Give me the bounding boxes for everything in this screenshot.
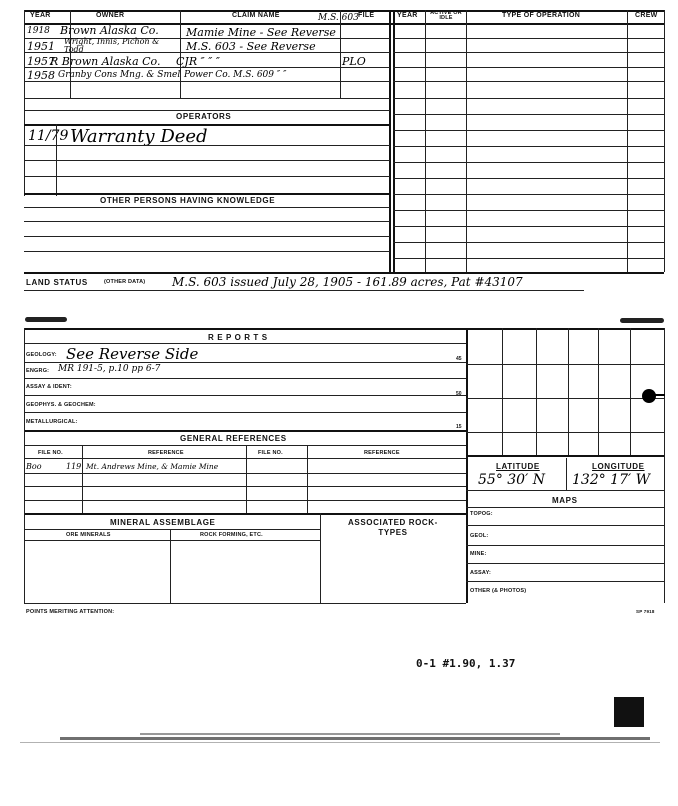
- associated-rock-types-header: ASSOCIATED ROCK-TYPES: [348, 518, 438, 537]
- operators-title: OPERATORS: [176, 112, 232, 121]
- header-claim-name: CLAIM NAME: [232, 12, 280, 19]
- header-year: YEAR: [30, 12, 51, 19]
- ref-reference: Mt. Andrews Mine, & Mamie Mine: [86, 462, 219, 471]
- operator-year: 11/79: [28, 128, 69, 144]
- claim-row-year: 1951: [27, 40, 55, 53]
- header-type-operation: TYPE OF OPERATION: [502, 12, 581, 19]
- claim-row-claim: Mamie Mine - See Reverse: [186, 26, 336, 39]
- claim-row-note: M.S. 603: [318, 13, 359, 23]
- ore-minerals-header: ORE MINERALS: [66, 532, 111, 538]
- scan-noise-band: [140, 733, 560, 735]
- map-label-other: OTHER (& PHOTOS): [470, 588, 527, 594]
- header-owner: OWNER: [96, 12, 125, 19]
- report-value-engrg: MR 191-5, p.10 pp 6-7: [58, 364, 161, 374]
- catalog-stamp: 0-1 #1.90, 1.37: [416, 657, 516, 670]
- land-status-label: LAND STATUS: [26, 278, 88, 287]
- longitude-label: LONGITUDE: [592, 462, 645, 471]
- ref-file-no: Boo: [26, 462, 42, 471]
- map-label-mine: MINE:: [470, 551, 487, 557]
- maps-title: MAPS: [552, 496, 578, 505]
- report-number: 50: [456, 391, 462, 397]
- report-number: 45: [456, 356, 462, 362]
- scan-noise-band: [20, 742, 660, 743]
- operator-text: Warranty Deed: [70, 126, 208, 147]
- ref-header-file-no: FILE NO.: [38, 450, 63, 456]
- ref-header-reference: REFERENCE: [148, 450, 184, 456]
- claim-row-claim: Power Co. M.S. 609 ″ ″: [184, 70, 287, 80]
- points-meriting-attention-label: POINTS MERITING ATTENTION:: [26, 609, 115, 615]
- claim-row-claim: M.S. 603 - See Reverse: [186, 40, 316, 53]
- ref-header-file-no: FILE NO.: [258, 450, 283, 456]
- latitude-label: LATITUDE: [496, 462, 540, 471]
- claim-row-owner: Wright, Innis, Pichon & Todd: [64, 37, 160, 54]
- latitude-value: 55° 30′ N: [478, 472, 545, 488]
- report-label-geology: GEOLOGY:: [26, 352, 57, 358]
- report-label-metallurgical: METALLURGICAL:: [26, 419, 78, 425]
- claim-row-year: 1958: [27, 69, 55, 82]
- report-label-geophys: GEOPHYS. & GEOCHEM:: [26, 402, 96, 408]
- report-label-assay: ASSAY & IDENT:: [26, 384, 72, 390]
- report-label-engrg: ENGRG:: [26, 368, 50, 374]
- registration-block: [614, 697, 644, 727]
- smudge-mark: [25, 317, 67, 322]
- claim-row-owner: Granby Cons Mng. & Smel: [58, 70, 181, 80]
- longitude-value: 132° 17′ W: [572, 472, 651, 488]
- other-persons-title: OTHER PERSONS HAVING KNOWLEDGE: [100, 196, 276, 205]
- scan-noise-band: [60, 737, 650, 740]
- claim-row-year: 1918: [27, 26, 50, 36]
- ref-header-reference: REFERENCE: [364, 450, 400, 456]
- report-number: 15: [456, 424, 462, 430]
- location-marker-tick: [655, 394, 665, 396]
- map-label-assay: ASSAY:: [470, 570, 492, 576]
- rock-forming-header: ROCK FORMING, ETC.: [200, 532, 263, 538]
- land-status-sublabel: (OTHER DATA): [104, 279, 146, 285]
- land-status-value: M.S. 603 issued July 28, 1905 - 161.89 acres, Pat #43107: [172, 275, 523, 289]
- header-active-idle: ACTIVE OR IDLE: [430, 10, 462, 21]
- mineral-assemblage-title: MINERAL ASSEMBLAGE: [110, 518, 216, 527]
- location-marker: [642, 389, 656, 403]
- claim-row-owner: R Brown Alaska Co.: [50, 55, 161, 68]
- ref-file-number: 119: [66, 462, 82, 471]
- header-file: FILE: [358, 12, 375, 19]
- header-crew: CREW: [635, 12, 658, 19]
- map-label-topog: TOPOG:: [470, 511, 493, 517]
- reports-title: R E P O R T S: [208, 333, 268, 342]
- claim-row-file: PLO: [342, 55, 366, 68]
- claim-row-owner: Brown Alaska Co.: [60, 24, 159, 37]
- form-code: SP 7918: [636, 609, 655, 614]
- report-value-geology: See Reverse Side: [66, 345, 199, 363]
- map-label-geol: GEOL:: [470, 533, 489, 539]
- header-activity-year: YEAR: [397, 12, 418, 19]
- general-references-title: GENERAL REFERENCES: [180, 434, 287, 443]
- claim-row-claim: CJR ″ ″ ″: [176, 55, 220, 68]
- claim-row-year: 1957: [27, 55, 55, 68]
- smudge-mark: [620, 318, 664, 323]
